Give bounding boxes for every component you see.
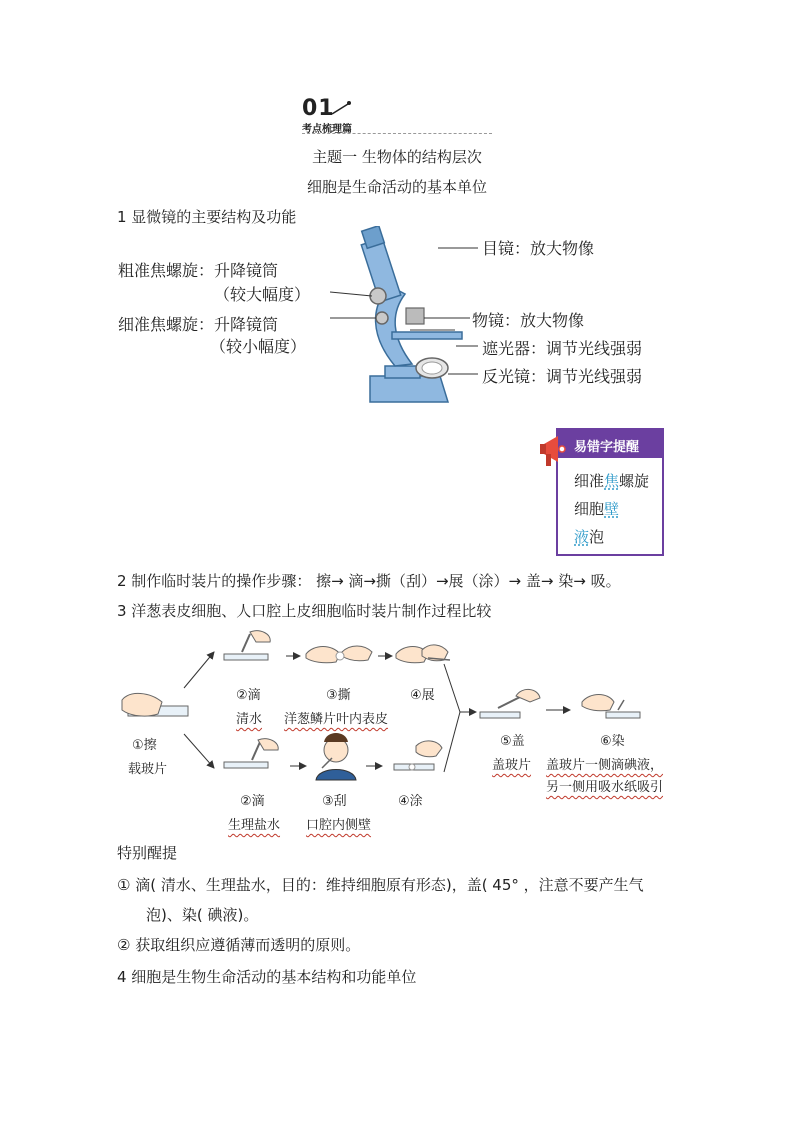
- reminder-heading: 特别醒提: [117, 844, 178, 862]
- section-title: 细胞是生命活动的基本单位: [306, 178, 487, 196]
- tip-item-3: 液泡: [574, 528, 605, 546]
- sec1-heading: 1 显微镜的主要结构及功能: [117, 208, 297, 226]
- person-scraping-illustration: [316, 733, 356, 780]
- pen-icon: [330, 100, 352, 116]
- tip-item-2: 细胞壁: [574, 500, 620, 518]
- bottom-smear-illustration: [394, 741, 442, 770]
- microscope-illustration: [330, 226, 480, 408]
- step-stain: ⑥染: [600, 734, 625, 749]
- step-wipe-note: 载玻片: [128, 762, 168, 777]
- label-mirror: 反光镜：调节光线强弱: [482, 367, 643, 386]
- step-wipe: ①擦: [132, 738, 157, 753]
- tip-box-title: 易错字提醒: [574, 440, 640, 455]
- label-fine-focus: 细准焦螺旋：升降镜筒: [118, 315, 279, 334]
- sec4-text: 4 细胞是生物生命活动的基本结构和功能单位: [117, 968, 417, 986]
- header-divider: [302, 133, 492, 134]
- megaphone-icon: [538, 432, 572, 472]
- section-number: 01: [302, 96, 335, 121]
- step-bottom-smear: ④涂: [398, 794, 423, 809]
- step-top-tear: ③撕: [326, 688, 351, 703]
- step-bottom-scrape-note: 口腔内侧壁: [306, 818, 372, 833]
- reminder-item-2: ② 获取组织应遵循薄而透明的原则。: [117, 936, 361, 954]
- step-bottom-drip: ②滴: [240, 794, 265, 809]
- wipe-slide-illustration: [122, 693, 188, 716]
- bottom-drip-illustration: [224, 739, 278, 768]
- top-spread-illustration: [396, 645, 450, 663]
- sec3-heading: 3 洋葱表皮细胞、人口腔上皮细胞临时装片制作过程比较: [117, 602, 492, 620]
- top-drip-illustration: [224, 631, 270, 660]
- step-stain-note-1: 盖玻片一侧滴碘液，: [546, 758, 664, 773]
- sec2-steps: 2 制作临时装片的操作步骤： 擦→ 滴→撕（刮）→展（涂）→ 盖→ 染→ 吸。: [117, 572, 621, 590]
- tip-item-1: 细准焦螺旋: [574, 472, 650, 490]
- step-bottom-drip-note: 生理盐水: [228, 818, 281, 833]
- label-eyepiece: 目镜：放大物像: [482, 239, 595, 258]
- label-coarse-focus-note: （较大幅度）: [214, 285, 311, 304]
- top-tear-illustration: [306, 646, 372, 663]
- label-fine-focus-note: （较小幅度）: [210, 337, 307, 356]
- reminder-item-1-cont: 泡)、染( 碘液)。: [146, 906, 259, 924]
- step-stain-note-2: 另一侧用吸水纸吸引: [546, 780, 664, 795]
- label-diaphragm: 遮光器：调节光线强弱: [482, 339, 643, 358]
- step-top-tear-note: 洋葱鳞片叶内表皮: [284, 712, 389, 727]
- stain-illustration: [582, 695, 640, 719]
- label-objective: 物镜：放大物像: [472, 311, 585, 330]
- step-bottom-scrape: ③刮: [322, 794, 347, 809]
- topic-title: 主题一 生物体的结构层次: [312, 148, 482, 166]
- step-cover: ⑤盖: [500, 734, 525, 749]
- reminder-item-1: ① 滴( 清水、生理盐水，目的：维持细胞原有形态)，盖( 45° ，注意不要产生气: [117, 876, 644, 894]
- step-top-drip-note: 清水: [236, 712, 263, 727]
- step-cover-note: 盖玻片: [492, 758, 532, 773]
- step-top-spread: ④展: [410, 688, 435, 703]
- cover-slip-illustration: [480, 689, 540, 718]
- label-coarse-focus: 粗准焦螺旋：升降镜筒: [118, 261, 279, 280]
- step-top-drip: ②滴: [236, 688, 261, 703]
- section-subtitle: 考点梳理篇: [302, 124, 352, 135]
